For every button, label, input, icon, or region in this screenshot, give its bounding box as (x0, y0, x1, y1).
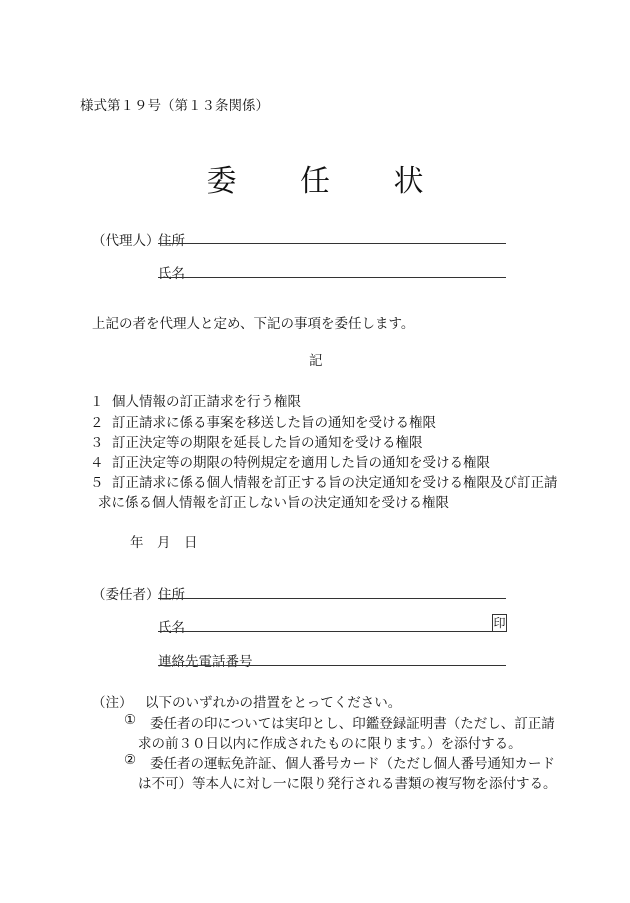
title-char-3: 状 (393, 164, 424, 199)
authority-item-5 (90, 471, 558, 491)
item-number: ５ (90, 475, 104, 491)
agent-name-label: 氏名 (158, 266, 185, 282)
authority-item-2 (90, 411, 436, 431)
agent-name-field[interactable] (158, 277, 506, 278)
note-intro: 以下のいずれかの措置をとってください。 (145, 695, 402, 711)
item-text: 訂正決定等の期限を延長した旨の通知を受ける権限 (112, 435, 423, 451)
note-item-1-line2: 求の前３０日以内に作成されたものに限ります。）を添付する。 (138, 736, 522, 752)
principal-phone-label: 連絡先電話番号 (158, 654, 253, 670)
note-item-1-marker: ① (124, 712, 137, 728)
document-title (0, 156, 630, 200)
item-text: 個人情報の訂正請求を行う権限 (112, 394, 301, 410)
form-number: 様式第１９号（第１３条関係） (80, 98, 269, 114)
agent-address-label: 住所 (158, 233, 185, 249)
authority-item-3 (90, 431, 423, 451)
principal-address-field[interactable] (158, 598, 506, 599)
principal-name-field[interactable] (158, 631, 506, 632)
authority-item-1 (90, 390, 301, 410)
note-item-2-line2: は不可）等本人に対し一に限り発行される書類の複写物を添付する。 (138, 776, 557, 792)
note-label: （注） (92, 695, 133, 711)
ki-label: 記 (309, 353, 323, 369)
delegation-statement: 上記の者を代理人と定め、下記の事項を委任します。 (92, 316, 415, 332)
item-number: ２ (90, 415, 104, 431)
date-line[interactable]: 年 月 日 (130, 535, 198, 551)
principal-address-label: 住所 (158, 587, 185, 603)
title-char-2: 任 (300, 164, 330, 199)
item-number: １ (90, 394, 104, 410)
item-text: 訂正請求に係る事案を移送した旨の通知を受ける権限 (112, 415, 436, 431)
note-item-2-line1: 委任者の運転免許証、個人番号カード（ただし個人番号通知カード (150, 756, 555, 772)
agent-address-field[interactable] (158, 243, 506, 244)
item-text: 訂正請求に係る個人情報を訂正する旨の決定通知を受ける権限及び訂正請 (112, 475, 558, 491)
title-char-1: 委 (206, 164, 237, 199)
principal-role-label: （委任者） (92, 587, 160, 603)
authority-item-5-continuation: 求に係る個人情報を訂正しない旨の決定通知を受ける権限 (98, 495, 449, 511)
authority-item-4 (90, 451, 490, 471)
note-item-1-line1: 委任者の印については実印とし、印鑑登録証明書（ただし、訂正請 (150, 716, 555, 732)
note-item-2-marker: ② (124, 752, 137, 768)
principal-name-label: 氏名 (158, 620, 185, 636)
item-text: 訂正決定等の期限の特例規定を適用した旨の通知を受ける権限 (112, 455, 490, 471)
principal-phone-field[interactable] (158, 665, 506, 666)
agent-role-label: （代理人） (92, 233, 160, 249)
item-number: ３ (90, 435, 104, 451)
item-number: ４ (90, 455, 104, 471)
seal-mark: 印 (493, 616, 506, 630)
